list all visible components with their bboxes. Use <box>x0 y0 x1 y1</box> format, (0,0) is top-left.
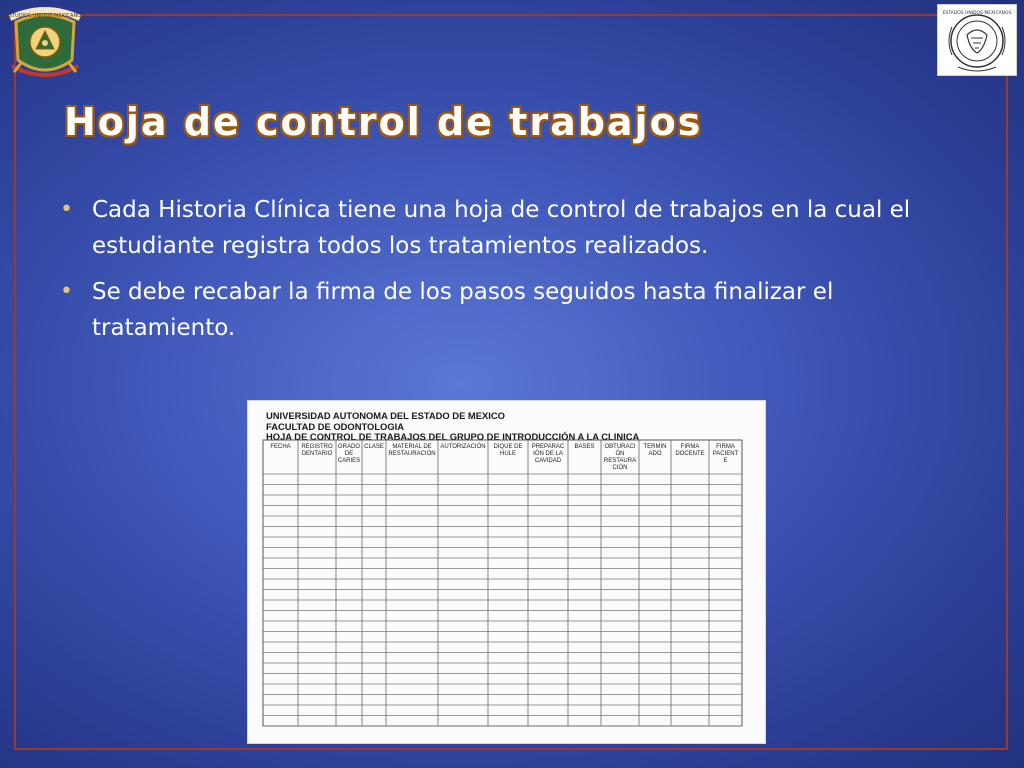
column-header: BASES <box>574 444 595 450</box>
control-sheet-header-line: UNIVERSIDAD AUTONOMA DEL ESTADO DE MEXICO <box>266 410 505 421</box>
control-sheet-header-line: HOJA DE CONTROL DE TRABAJOS DEL GRUPO DE INTRODUCCIÓN A LA CLINICA <box>266 431 640 442</box>
faculty-seal-logo <box>937 4 1017 76</box>
control-sheet-table <box>262 439 747 731</box>
column-header: CLASE <box>364 444 384 450</box>
table-border <box>263 440 742 726</box>
bullet-icon: • <box>60 279 73 304</box>
crest-ribbon-text: ESTUDIOS UNIDOS MEXICANOS <box>5 13 85 19</box>
slide-title: Hoja de control de trabajos <box>64 100 703 144</box>
bullet-icon: • <box>60 197 73 222</box>
column-header: FIRMA PACIENT E <box>712 444 739 464</box>
control-sheet-header <box>266 411 639 443</box>
bullet-item <box>58 274 968 346</box>
column-header: OBTURACI ÓN RESTAURA CIÓN <box>603 444 637 471</box>
bullet-text: Se debe recabar la firma de los pasos seguidos hasta finalizar el tratamiento. <box>92 279 834 341</box>
column-header: AUTORIZACIÓN <box>440 444 486 450</box>
bullet-item <box>58 192 968 264</box>
column-header: FIRMA DOCENTE <box>675 444 705 457</box>
control-sheet-header-line: FACULTAD DE ODONTOLOGIA <box>266 420 405 432</box>
column-header: DIQUE DE HULE <box>493 444 523 457</box>
faculty-seal-icon <box>938 5 1016 75</box>
control-sheet-image <box>248 401 765 743</box>
column-header: PREPARAC IÓN DE LA CAVIDAD <box>531 444 565 464</box>
university-crest-logo <box>2 4 88 80</box>
column-header: GRADO DE CARIES <box>337 444 361 464</box>
column-header: REGISTRO DENTARIO <box>301 444 333 457</box>
bullet-list <box>58 192 968 356</box>
bullet-text: Cada Historia Clínica tiene una hoja de control de trabajos en la cual el estudiante registra todos los tratamientos realizados. <box>92 197 911 259</box>
column-header: FECHA <box>270 444 291 450</box>
column-header: TERMIN ADO <box>643 444 667 457</box>
column-header: MATERIAL DE RESTAURACIÓN <box>388 444 436 457</box>
university-crest-icon <box>2 4 88 80</box>
seal-ring-text: ESTADOS UNIDOS MEXICANOS <box>942 11 1012 16</box>
